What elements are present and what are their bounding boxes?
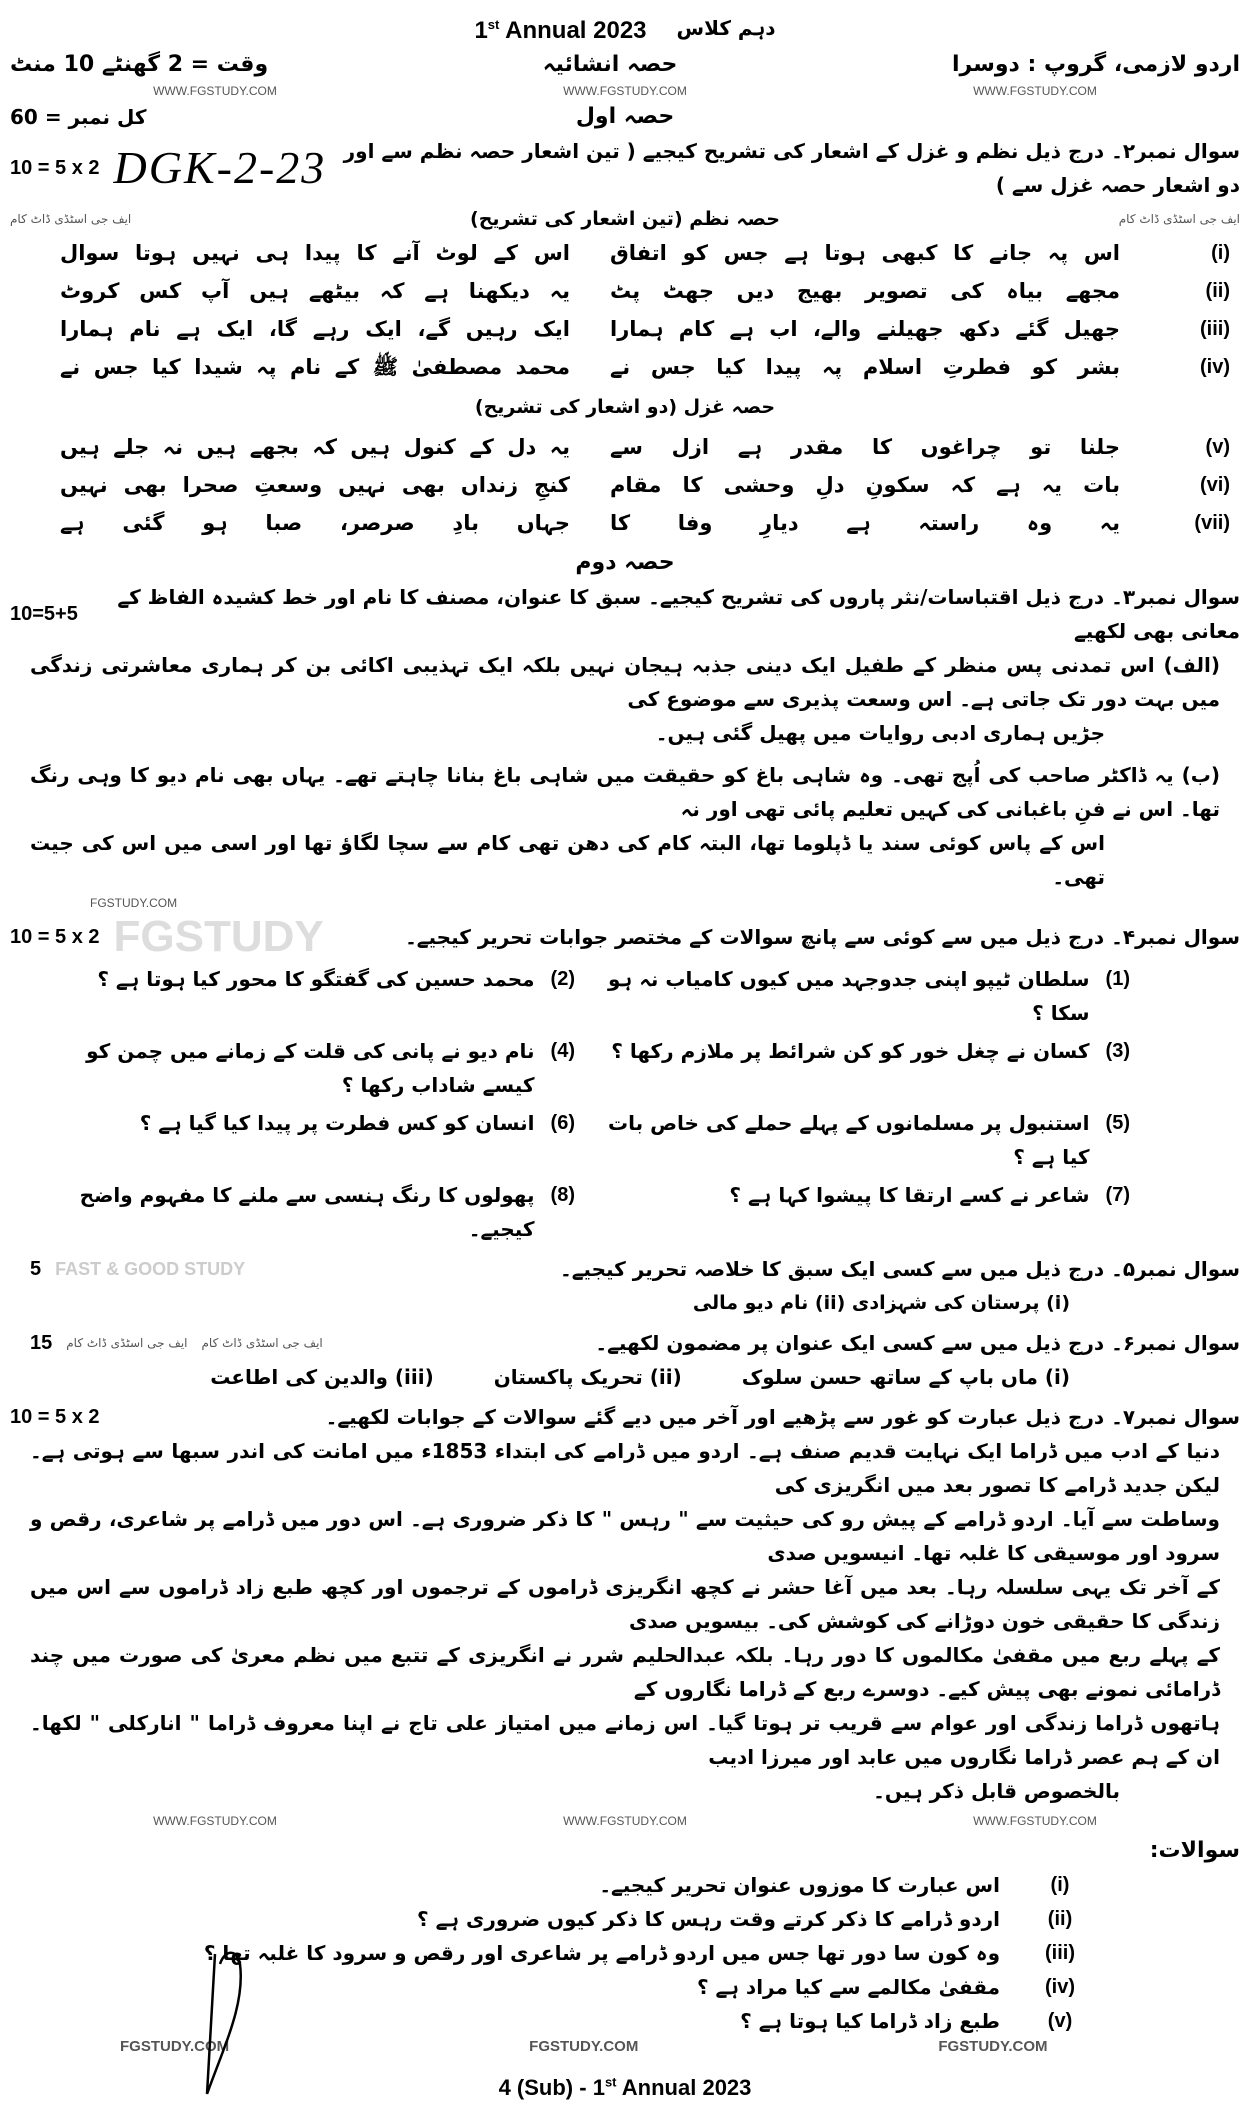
verse-first-hemistich: مجھے بیاہ کی تصویر بھیج دیں جھٹ پٹ (610, 279, 1120, 303)
footer-code (499, 2075, 752, 2100)
watermark: FGSTUDY.COM (90, 896, 178, 910)
q7-title: سوال نمبر۷۔ درج ذیل عبارت کو غور سے پڑھیے اور آخر میں دیے گئے سوالات کے جوابات لکھیے۔ (325, 1405, 1240, 1429)
paper-title-number: 1 (474, 17, 488, 44)
watermark-row (10, 1812, 1240, 1830)
watermark: WWW.FGSTUDY.COM (973, 84, 1097, 98)
q6-title: سوال نمبر۶۔ درج ذیل میں سے کسی ایک عنوان پر مضمون لکھیے۔ (595, 1331, 1240, 1355)
background-watermark: FGSTUDY (113, 912, 324, 961)
q4-item-text: پھولوں کا رنگ ہنسی سے ملنے کا مفہوم واضح کیجیے۔ (79, 1183, 535, 1241)
time-allowed: وقت = 2 گھنٹے 10 منٹ (10, 52, 269, 77)
q4-title: سوال نمبر۴۔ درج ذیل میں سے کوئی سے پانچ سوالات کے مختصر جوابات تحریر کیجیے۔ (405, 925, 1240, 949)
q4-item-text: محمد حسین کی گفتگو کا محور کیا ہوتا ہے ؟ (97, 967, 535, 991)
verse-second-hemistich: یہ دیکھنا ہے کہ بیٹھے ہیں آپ کس کروٹ (60, 279, 570, 303)
footer-prefix: 4 (Sub) - (498, 2075, 593, 2101)
q4-item (605, 1034, 1130, 1102)
paper-title-text: Annual 2023 (505, 17, 647, 44)
footer-num: 1 (592, 2075, 605, 2101)
question-row (10, 1902, 1240, 1936)
section-title: حصہ انشائیہ (542, 52, 678, 77)
verse-first-hemistich: اس پہ جانے کا کبھی ہوتا ہے جس کو اتفاق (610, 241, 1120, 265)
question-number: (ii) (1047, 1908, 1073, 1930)
q5-title: سوال نمبر۵۔ درج ذیل میں سے کسی ایک سبق کا خلاصہ تحریر کیجیے۔ (559, 1257, 1240, 1281)
verse-first-hemistich: یہ وہ راستہ ہے دیارِ وفا کا (610, 511, 1120, 535)
verse-first-hemistich: جلنا تو چراغوں کا مقدر ہے ازل سے (610, 435, 1120, 459)
marks-row (10, 100, 1240, 134)
watermark-urdu: ایف جی اسٹڈی ڈاٹ کام (201, 1336, 323, 1350)
verse-number: (i) (1211, 242, 1230, 264)
subject-group: اردو لازمی، گروپ : دوسرا (952, 52, 1240, 77)
verse-first-hemistich: بات یہ ہے کہ سکونِ دلِ وحشی کا مقام (610, 473, 1120, 497)
watermark: FGSTUDY.COM (529, 2038, 639, 2055)
q3-excerpt-alif-line1: (الف) اس تمدنی پس منظر کے طفیل ایک دینی جذبہ ہیجان نہیں بلکہ ایک تہذیبی اکائی بن کر ہماری معاشرتی زندگی میں بہت دور تک جاتی ہے۔ اس وسعت پذیری سے موضوع کی (30, 653, 1220, 711)
q4-item-number: (2) (550, 968, 575, 990)
watermark-urdu: ایف جی اسٹڈی ڈاٹ کام (1118, 212, 1240, 226)
question-number: (i) (1050, 1874, 1070, 1896)
verse-second-hemistich: یہ دل کے کنول ہیں کہ بجھے ہیں نہ جلے ہیں (60, 435, 570, 459)
watermark-tagline: FAST & GOOD STUDY (55, 1258, 246, 1279)
q4-item-number: (6) (550, 1112, 575, 1134)
q3-excerpt-alif-line2: جڑیں ہماری ادبی روایات میں پھیل گئی ہیں۔ (655, 721, 1105, 745)
comprehension-questions (10, 1834, 1240, 2056)
watermark: WWW.FGSTUDY.COM (973, 1814, 1097, 1828)
verse-number: (vi) (1199, 474, 1230, 496)
question-text: اردو ڈرامے کا ذکر کرتے وقت رہس کا ذکر کیوں ضروری ہے ؟ (417, 1907, 1000, 1931)
passage-line: کے آخر تک یہی سلسلہ رہا۔ بعد میں آغا حشر نے کچھ انگریزی ڈراموں کے ترجموں اور کچھ طبع زاد ڈراموں سے اس میں زندگی کا حقیقی خون دوڑانے کی کوشش کی۔ بیسویں صدی (30, 1575, 1220, 1633)
q5-title-row (10, 1252, 1240, 1286)
footer-rest: Annual 2023 (616, 2075, 752, 2101)
q4-item-text: انسان کو کس فطرت پر پیدا کیا گیا ہے ؟ (139, 1111, 535, 1135)
q5-options: (i) پرستان کی شہزادی (ii) نام دیو مالی (692, 1292, 1070, 1314)
verse-second-hemistich: اس کے لوٹ آنے کا پیدا ہی نہیں ہوتا سوال (60, 241, 570, 265)
verse-second-hemistich: جہاں بادِ صرصر، صبا ہو گئی ہے (60, 511, 570, 535)
q4-item (605, 1178, 1130, 1246)
q4-item-text: سلطان ٹیپو اپنی جدوجہد میں کیوں کامیاب نہ ہو سکا ؟ (607, 967, 1090, 1025)
q4-marks: 10 = 5 x 2 (10, 926, 100, 948)
verse-number: (ii) (1205, 280, 1230, 302)
ghazal-heading: حصہ غزل (دو اشعار کی تشریح) (474, 396, 776, 418)
nazm-heading-row (10, 202, 1240, 236)
q7-title-row (10, 1400, 1240, 1434)
paper-title (474, 8, 646, 48)
watermark-urdu: ایف جی اسٹڈی ڈاٹ کام (66, 1336, 188, 1350)
header-row (10, 48, 1240, 82)
q4-item (50, 1034, 575, 1102)
passage-line: وساطت سے آیا۔ اردو ڈرامے کے پیش رو کی حیثیت سے " رہس " کا ذکر ضروری ہے۔ اس دور میں ڈرامے پر شاعری، رقص و سرود اور موسیقی کا غلبہ تھا۔ انیسویں صدی (30, 1507, 1220, 1565)
passage-line: بالخصوص قابل ذکر ہیں۔ (873, 1779, 1120, 1803)
verse-first-hemistich: جھیل گئے دکھ جھیلنے والے، اب ہے کام ہمارا (610, 317, 1120, 341)
q4-item (50, 1178, 575, 1246)
q4-item (50, 1106, 575, 1174)
q6-marks: 15 (30, 1332, 53, 1354)
q4-item (605, 1106, 1130, 1174)
q4-item-text: استنبول پر مسلمانوں کے پہلے حملے کی خاص بات کیا ہے ؟ (608, 1111, 1090, 1169)
q4-item-number: (4) (550, 1040, 575, 1062)
q3-excerpt-be-line1: (ب) یہ ڈاکٹر صاحب کی اُپج تھی۔ وہ شاہی باغ کو حقیقت میں شاہی باغ بنانا چاہتے تھے۔ یہاں بھی نام دیو کا وہی رنگ تھا۔ اس نے فنِ باغبانی کی کہیں تعلیم پائی تھی اور نہ (30, 763, 1220, 821)
paper-title-suffix: st (487, 17, 500, 32)
watermark-urdu: ایف جی اسٹڈی ڈاٹ کام (10, 212, 132, 226)
q4-title-row (10, 912, 1240, 962)
verse-number: (v) (1205, 436, 1230, 458)
q7-marks: 10 = 5 x 2 (10, 1406, 100, 1428)
passage-line: کے پہلے ربع میں مقفیٰ مکالموں کا دور رہا۔ بلکہ عبدالحلیم شرر نے انگریزی کے تتبع میں نظم معریٰ کی صورت میں چند ڈرامائی نمونے بھی پیش کیے۔ دوسرے ربع کے ڈراما نگاروں کے (30, 1643, 1220, 1701)
nazm-heading: حصہ نظم (تین اشعار کی تشریح) (470, 208, 780, 230)
q3-title: سوال نمبر۳۔ درج ذیل اقتباسات/نثر پاروں کی تشریح کیجیے۔ سبق کا عنوان، مصنف کا نام اور خط کشیدہ الفاظ کے معانی بھی لکھیے (117, 585, 1240, 643)
q4-item-text: کسان نے چغل خور کو کن شرائط پر ملازم رکھا ؟ (611, 1039, 1090, 1063)
verse-number: (iv) (1199, 356, 1230, 378)
verse-first-hemistich: بشر کو فطرتِ اسلام پہ پیدا کیا جس نے (610, 355, 1120, 379)
q4-item-text: نام دیو نے پانی کی قلت کے زمانے میں چمن کو کیسے شاداب رکھا ؟ (86, 1039, 535, 1097)
part-one-heading: حصہ اول (575, 104, 675, 129)
verse-second-hemistich: ایک رہیں گے، ایک رہے گا، ایک ہے نام ہمارا (60, 317, 570, 341)
verse-number: (vii) (1194, 512, 1230, 534)
watermark: FGSTUDY.COM (120, 2038, 230, 2055)
q5-marks: 5 (30, 1258, 42, 1280)
question-row (10, 1868, 1240, 1902)
q3-title-row (10, 580, 1240, 648)
q6-option-1: (i) ماں باپ کے ساتھ حسن سلوک (741, 1365, 1070, 1389)
question-number: (v) (1047, 2010, 1073, 2032)
questions-header-row (10, 1834, 1240, 1868)
q2-marks: 10 = 5 x 2 (10, 157, 100, 179)
verse-second-hemistich: محمد مصطفیٰ ﷺ کے نام پہ شیدا کیا جس نے (60, 355, 570, 379)
question-text: طبع زاد ڈراما کیا ہوتا ہے ؟ (740, 2009, 1000, 2033)
verse-number: (iii) (1199, 318, 1230, 340)
q4-item (605, 962, 1130, 1030)
watermark: WWW.FGSTUDY.COM (563, 84, 687, 98)
question-number: (iv) (1044, 1976, 1076, 1998)
watermark: FGSTUDY.COM (938, 2038, 1048, 2055)
q4-item-number: (8) (550, 1184, 575, 1206)
watermark: WWW.FGSTUDY.COM (563, 1814, 687, 1828)
handwritten-code: DGK-2-23 (113, 142, 327, 193)
q3-marks: 10=5+5 (10, 603, 78, 625)
footer-sup: st (604, 2075, 617, 2090)
watermark: WWW.FGSTUDY.COM (153, 84, 277, 98)
q6-option-3: (iii) والدین کی اطاعت (210, 1365, 434, 1389)
q4-item-number: (3) (1105, 1040, 1130, 1062)
nazm-verses (10, 236, 1240, 384)
class-label: دہم کلاس (676, 16, 776, 40)
q6-option-2: (ii) تحریک پاکستان (493, 1365, 682, 1389)
q4-item (50, 962, 575, 1030)
watermark-row (10, 82, 1240, 100)
handwritten-signature (185, 1944, 255, 2104)
watermark-row (10, 894, 1240, 912)
questions-label: سوالات: (1149, 1838, 1240, 1863)
question-number: (iii) (1044, 1942, 1075, 1964)
ghazal-verses (10, 430, 1240, 540)
total-marks: کل نمبر = 60 (10, 105, 147, 129)
spacer (10, 750, 1240, 758)
q6-options (10, 1360, 1240, 1394)
part-two-heading: حصہ دوم (575, 550, 675, 575)
paper-title-row (10, 8, 1240, 48)
passage-line: دنیا کے ادب میں ڈراما ایک نہایت قدیم صنف ہے۔ اردو میں ڈرامے کی ابتداء 1853ء میں امانت کی اندر سبھا سے ہوتی ہے۔ لیکن جدید ڈرامے کا تصور بعد میں انگریزی کی (30, 1439, 1220, 1497)
q6-title-row (10, 1326, 1240, 1360)
q4-item-number: (7) (1105, 1184, 1130, 1206)
question-text: وہ کون سا دور تھا جس میں اردو ڈرامے پر شاعری اور رقص و سرود کا غلبہ تھا ؟ (203, 1941, 1000, 1965)
verse-second-hemistich: کنجِ زنداں بھی نہیں وسعتِ صحرا بھی نہیں (60, 473, 570, 497)
q4-item-text: شاعر نے کسے ارتقا کا پیشوا کہا ہے ؟ (729, 1183, 1090, 1207)
q4-items (10, 962, 1240, 1246)
passage-line: ہاتھوں ڈراما زندگی اور عوام سے قریب تر ہوتا گیا۔ اس زمانے میں امتیاز علی تاج نے اپنا معروف ڈراما " انارکلی " لکھا۔ ان کے ہم عصر ڈراما نگاروں میں عابد اور میرزا ادیب (30, 1711, 1220, 1769)
q3-excerpt-be-line2: اس کے پاس کوئی سند یا ڈپلوما تھا، البتہ کام کی دھن تھی کام سے سچا لگاؤ تھا اور اسی میں اس کی جیت تھی۔ (30, 831, 1105, 889)
question-text: اس عبارت کا موزوں عنوان تحریر کیجیے۔ (599, 1873, 1000, 1897)
question-text: مقفیٰ مکالمے سے کیا مراد ہے ؟ (696, 1975, 1000, 1999)
watermark: WWW.FGSTUDY.COM (153, 1814, 277, 1828)
q2-title-row (10, 134, 1240, 202)
passage (10, 1434, 1240, 1808)
q2-title: سوال نمبر۲۔ درج ذیل نظم و غزل کے اشعار کی تشریح کیجیے ( تین اشعار حصہ نظم سے اور دو اشعار حصہ غزل سے ) (343, 139, 1240, 197)
q4-item-number: (5) (1105, 1112, 1130, 1134)
q4-item-number: (1) (1105, 968, 1130, 990)
